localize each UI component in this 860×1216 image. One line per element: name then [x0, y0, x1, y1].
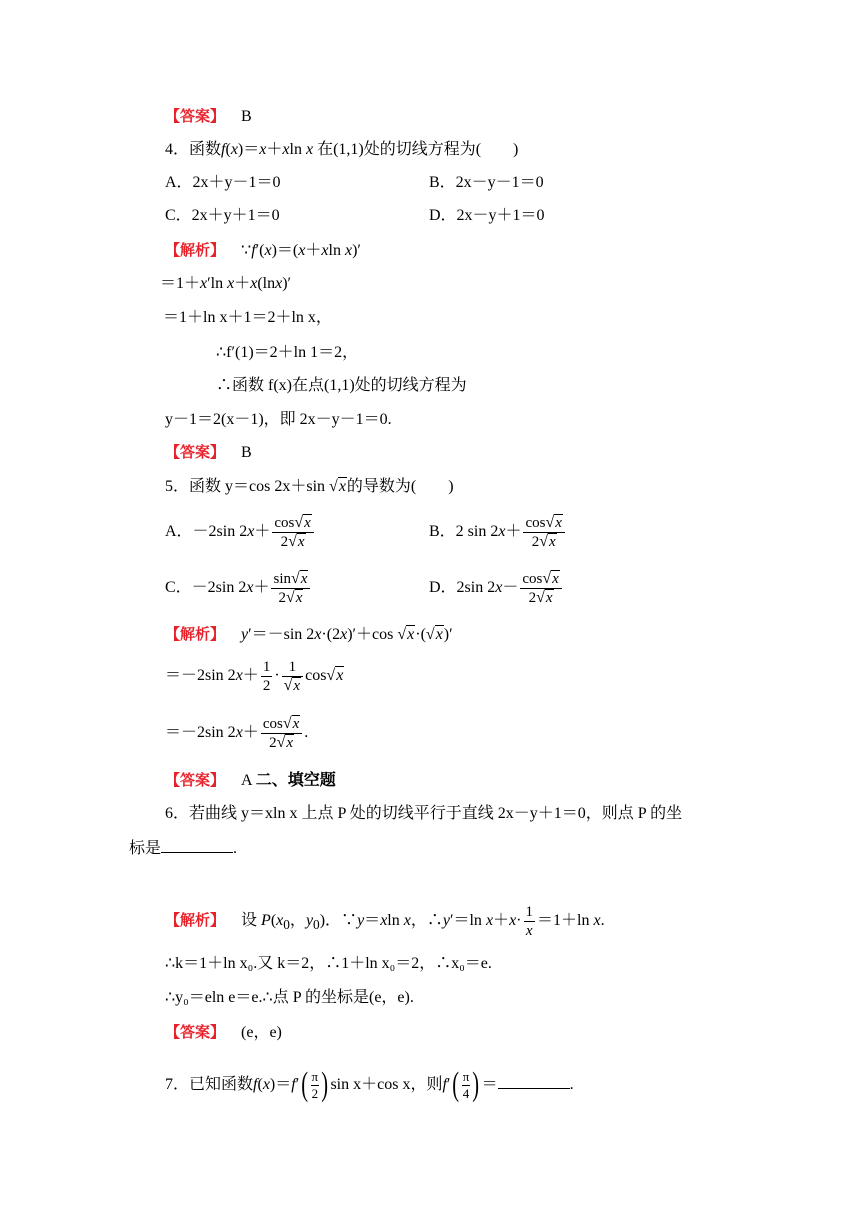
option-b: B．2 sin 2x＋ $\frac{\cos√x}{2√x}$ — [429, 512, 567, 552]
option-b: B．2x－y－1＝0 — [429, 174, 544, 191]
stem-text: 若曲线 y＝xln x 上点 P 处的切线平行于直线 2x－y＋1＝0，则点 P 的坐 — [189, 805, 683, 822]
q5-analysis-line-2: ＝－2sin 2x＋ $\frac{1}{2}$ · $\frac{1}{√x}$ cos√x — [165, 658, 344, 694]
analysis-label: 【解析】 — [165, 625, 226, 643]
question-number: 6． — [165, 805, 190, 822]
answer-line-q6 — [165, 1021, 282, 1044]
answer-line-q3 — [165, 105, 252, 128]
stem-text: 的导数为( ) — [346, 478, 454, 495]
stem-text: 函数 — [189, 141, 222, 158]
analysis-line-2: ＝1＋x′ln x＋x(lnx)′ — [160, 275, 292, 292]
analysis-label: 【解析】 — [165, 241, 226, 259]
analysis-line-1: 【解析】 ∵f′(x)＝(x＋xln x)′ — [165, 241, 361, 259]
analysis-line-3: ＝1＋ln x＋1＝2＋ln x， — [163, 309, 332, 326]
analysis-line-6: y－1＝2(x－1)，即 2x－y－1＝0. — [165, 411, 392, 428]
answer-label: 【答案】 — [165, 443, 226, 461]
q6-analysis-line-2: ∴k＝1＋ln x₀.又 k＝2，∴1＋ln x₀＝2，∴x₀＝e. — [165, 955, 492, 972]
question-number: 5． — [165, 478, 190, 495]
question-4-stem: 4．函数f(x)＝x＋xln x 在(1,1)处的切线方程为( ) — [165, 141, 519, 158]
q6-analysis-line-1: 【解析】 设 $P(x_0$，$y_0$)．∵y＝xln x，∴y′＝ln x＋x· $\frac{1}{x}$ ＝1＋ln x. — [165, 903, 605, 939]
analysis-line-5: ∴函数 f(x)在点(1,1)处的切线方程为 — [216, 377, 467, 394]
analysis-label: 【解析】 — [165, 911, 226, 929]
stem-text: 已知函数 — [189, 1076, 254, 1093]
question-6-stem-line-2: 标是 . — [129, 840, 238, 857]
answer-label: 【答案】 — [165, 771, 226, 789]
option-c: C．－2sin 2x＋ $\frac{\sin√x}{2√x}$ — [165, 568, 312, 608]
option-d: D．2x－y＋1＝0 — [429, 207, 545, 224]
stem-text: 标是 — [129, 840, 162, 857]
question-7-stem: 7．已知函数f(x)＝f′( $\frac{\pi}{2}$ ) sin x＋cos x，则f′( $\frac{\pi}{4}$ ) ＝ . — [165, 1066, 574, 1104]
answer-value: A — [241, 772, 252, 789]
question-number: 4． — [165, 141, 190, 158]
option-a: A．－2sin 2x＋ $\frac{\cos√x}{2√x}$ — [165, 512, 316, 552]
analysis-line-4: ∴f′(1)＝2＋ln 1＝2， — [216, 344, 359, 361]
question-5-stem: 5．函数 y＝cos 2x＋sin √x的导数为( ) — [165, 478, 454, 495]
q5-analysis-line-3: ＝－2sin 2x＋ $\frac{\cos√x}{2√x}$ . — [165, 714, 309, 751]
answer-blank[interactable] — [498, 1074, 570, 1089]
stem-text: ＝ — [481, 1076, 498, 1093]
answer-value: B — [241, 108, 252, 125]
option-c: C．2x＋y＋1＝0 — [165, 207, 280, 224]
section-heading: 二、填空题 — [255, 770, 336, 789]
answer-line-q5 — [165, 769, 336, 792]
stem-text: 在(1,1)处的切线方程为( ) — [317, 141, 519, 158]
option-d: D．2sin 2x－ $\frac{\cos√x}{2√x}$ — [429, 568, 564, 608]
question-6-stem-line-1 — [165, 803, 682, 825]
answer-label: 【答案】 — [165, 1023, 226, 1041]
answer-value: (e，e) — [241, 1024, 282, 1041]
stem-text: sin x＋cos x，则 — [330, 1076, 443, 1093]
q5-analysis-line-1: 【解析】 y′＝－sin 2x·(2x)′＋cos √x·(√x)′ — [165, 625, 453, 643]
q6-analysis-line-3: ∴y₀＝eln e＝e.∴点 P 的坐标是(e，e). — [165, 989, 414, 1006]
answer-line-q4 — [165, 441, 252, 464]
question-number: 7． — [165, 1076, 190, 1093]
answer-blank[interactable] — [161, 838, 233, 853]
answer-label: 【答案】 — [165, 107, 226, 125]
stem-text: 函数 y＝cos 2x＋sin — [189, 478, 330, 495]
answer-value: B — [241, 444, 252, 461]
option-a: A．2x＋y－1＝0 — [165, 174, 281, 191]
